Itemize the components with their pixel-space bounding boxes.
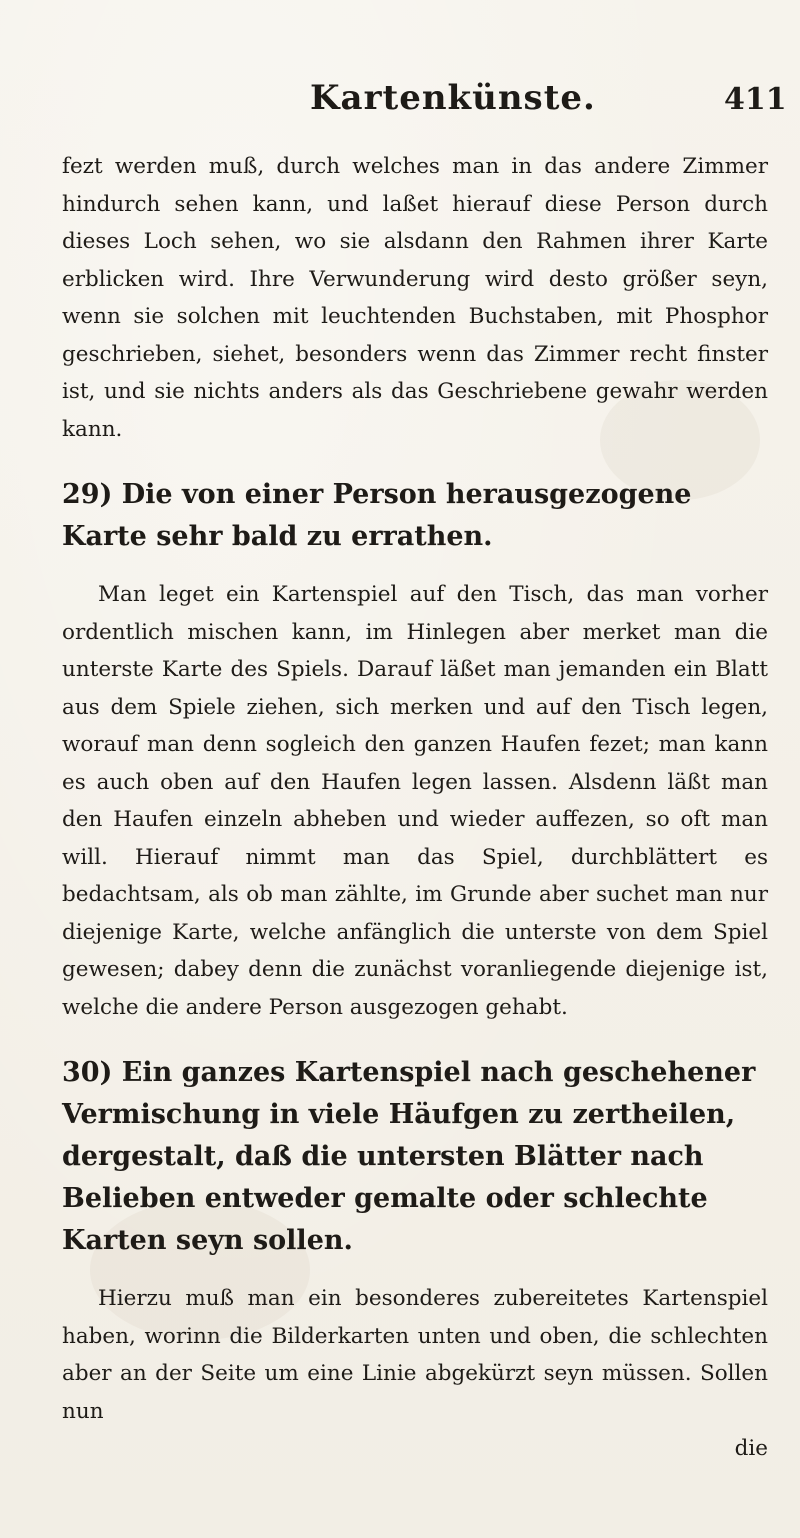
- paragraph-29: Man leget ein Kartenspiel auf den Tisch, das man vorher ordentlich mischen kann, im Hinlegen aber merket man die unterste Karte des Spiels. Darauf läßet man jemanden ein Blatt aus dem Spiele ziehen, sich merken und auf den Tisch legen, worauf man denn sogleich den ganzen Haufen fezet; man kann es auch oben auf den Haufen legen lassen. Alsdenn läßt man den Haufen einzeln abheben und wieder auffezen, so oft man will. Hierauf nimmt man das Spiel, durchblättert es bedachtsam, als ob man zählte, im Grunde aber suchet man nur diejenige Karte, welche anfänglich die unterste von dem Spiel gewesen; dabey denn die zunächst voranliegende diejenige ist, welche die andere Person ausgezogen gehabt.: [62, 582, 768, 1020]
- running-head: Kartenkünste.: [310, 78, 596, 118]
- section-heading-30: 30) Ein ganzes Kartenspiel nach geschehener Vermischung in viele Häufgen zu zertheilen, dergestalt, daß die untersten Blätter nach Belieben entweder gemalte oder schlechte Karten seyn sollen.: [62, 1057, 756, 1256]
- body-text: [62, 148, 768, 1468]
- paragraph-30: Hierzu muß man ein besonderes zubereitetes Kartenspiel haben, worinn die Bilderkarten unten und oben, die schlechten aber an der Seite um eine Linie abgekürzt seyn müssen. Sollen nun: [62, 1286, 768, 1424]
- page-header: [0, 78, 800, 128]
- section-heading-29: 29) Die von einer Person herausgezogene Karte sehr bald zu errathen.: [62, 479, 692, 552]
- paragraph-intro: fezt werden muß, durch welches man in das andere Zimmer hindurch sehen kann, und laßet hierauf diese Person durch dieses Loch sehen, wo sie alsdann den Rahmen ihrer Karte erblicken wird. Ihre Verwunderung wird desto größer seyn, wenn sie solchen mit leuchtenden Buchstaben, mit Phosphor geschrieben, siehet, besonders wenn das Zimmer recht finster ist, und sie nichts anders als das Geschriebene gewahr werden kann.: [62, 154, 768, 442]
- catchword: die: [734, 1436, 768, 1461]
- page-number: 411: [724, 82, 787, 117]
